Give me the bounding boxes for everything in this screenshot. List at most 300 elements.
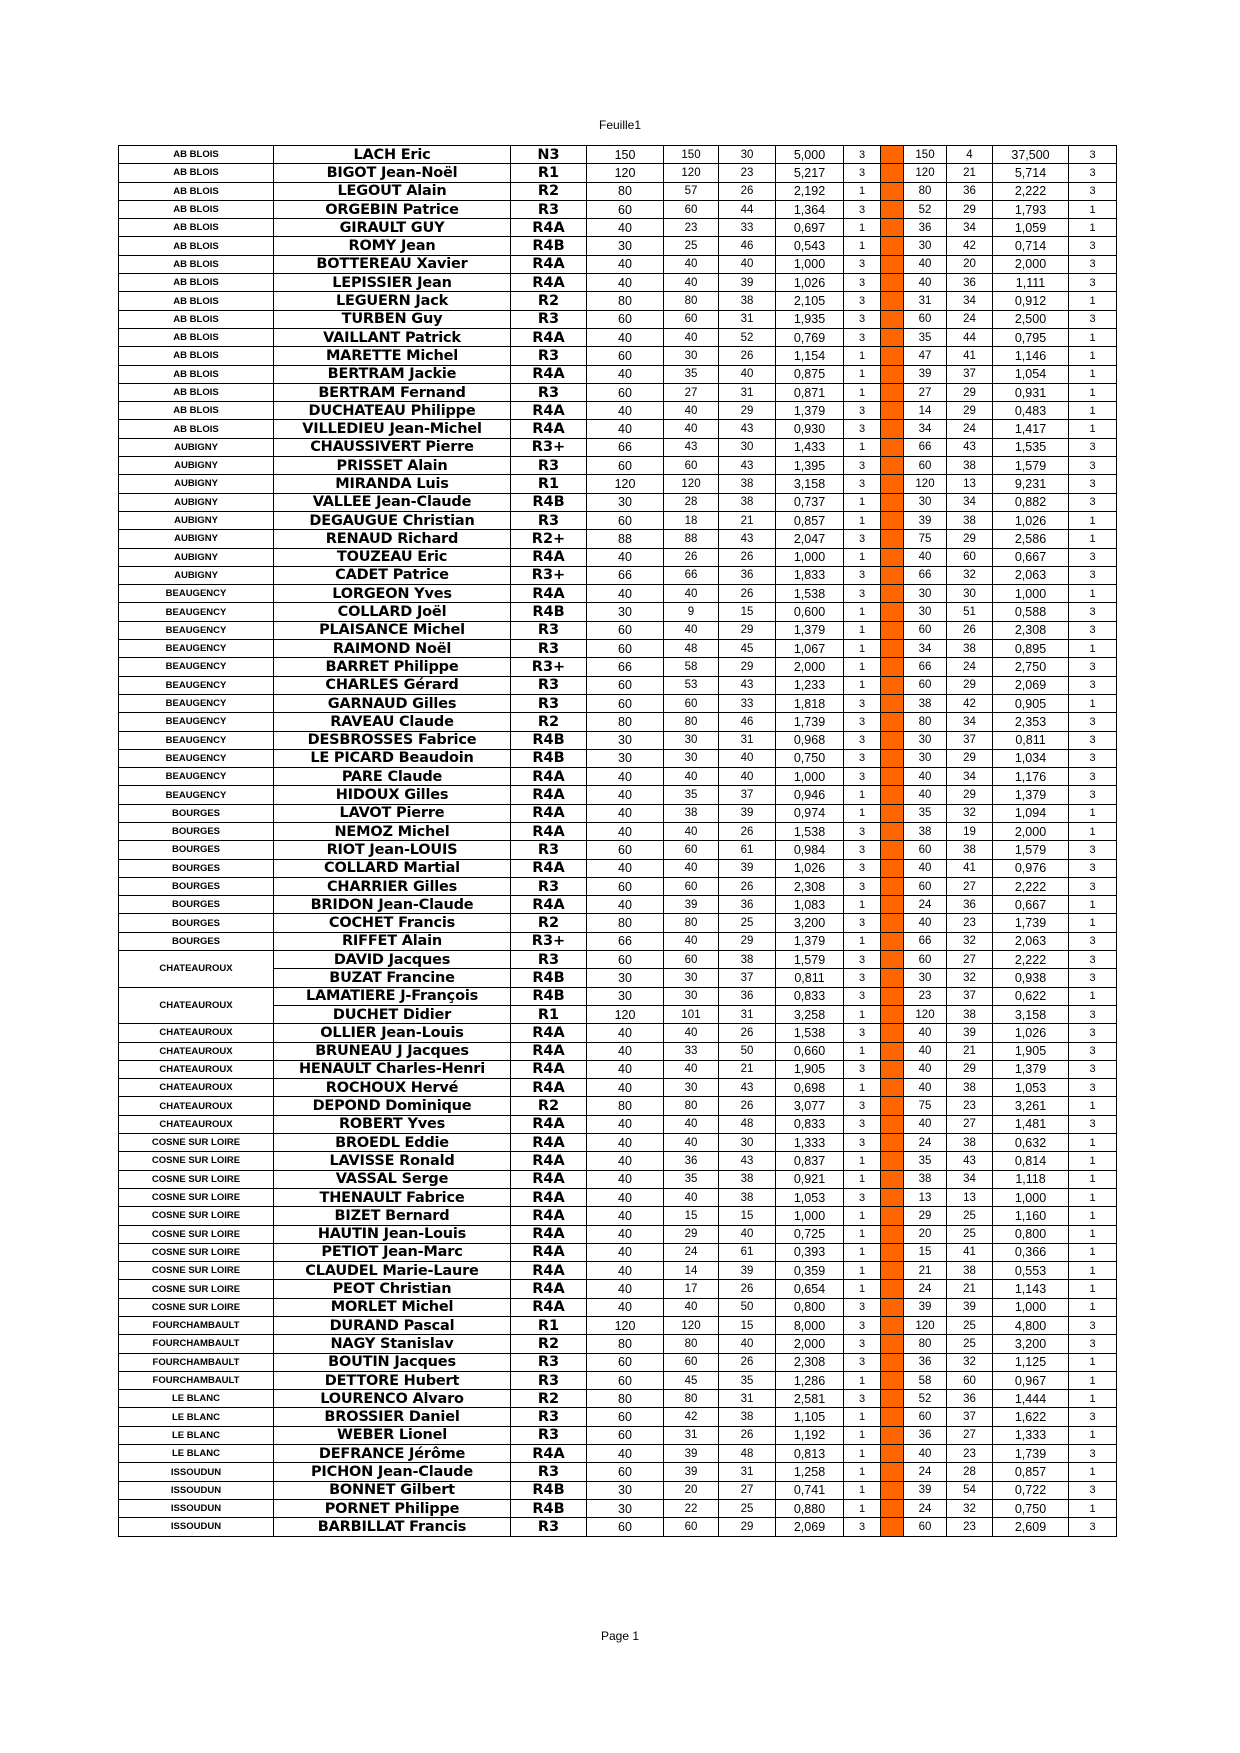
target-cell: 40: [587, 1188, 664, 1206]
target-cell: 30: [587, 969, 664, 987]
innings-cell: 38: [719, 292, 776, 310]
club-cell: AB BLOIS: [119, 383, 274, 401]
table-row: [119, 200, 1117, 218]
average-cell: 0,697: [776, 219, 844, 237]
average2-cell: 2,000: [993, 255, 1069, 273]
innings-cell: 36: [719, 896, 776, 914]
separator-cell: [881, 1134, 904, 1152]
points-cell: 29: [664, 1225, 719, 1243]
innings-cell: 39: [719, 274, 776, 292]
points-cell: 57: [664, 182, 719, 200]
table-row: [119, 310, 1117, 328]
table-row: [119, 694, 1117, 712]
average2-cell: 1,579: [993, 457, 1069, 475]
category-cell: R4B: [511, 1499, 587, 1517]
separator-cell: [881, 713, 904, 731]
category-cell: R1: [511, 1005, 587, 1023]
table-row: [119, 1298, 1117, 1316]
innings2-cell: 29: [947, 200, 993, 218]
separator-cell: [881, 182, 904, 200]
table-row: [119, 951, 1117, 969]
innings2-cell: 32: [947, 969, 993, 987]
table-row: [119, 731, 1117, 749]
player-name: LAMATIERE J-François: [274, 987, 511, 1005]
separator-cell: [881, 347, 904, 365]
category-cell: R4A: [511, 1134, 587, 1152]
club-cell: CHATEAUROUX: [119, 1097, 274, 1115]
club-cell: COSNE SUR LOIRE: [119, 1298, 274, 1316]
average-cell: 1,433: [776, 438, 844, 456]
points-cell: 80: [664, 1097, 719, 1115]
innings2-cell: 41: [947, 347, 993, 365]
average2-cell: 1,143: [993, 1280, 1069, 1298]
separator-cell: [881, 219, 904, 237]
points-cell: 39: [664, 896, 719, 914]
separator-cell: [881, 603, 904, 621]
average2-cell: 37,500: [993, 146, 1069, 164]
target-cell: 40: [587, 1152, 664, 1170]
average2-cell: 0,553: [993, 1262, 1069, 1280]
table-row: [119, 1499, 1117, 1517]
average2-cell: 0,811: [993, 731, 1069, 749]
points2-cell: 66: [904, 438, 947, 456]
target-cell: 30: [587, 493, 664, 511]
club-cell: CHATEAUROUX: [119, 1024, 274, 1042]
match-points-cell: 1: [844, 1371, 881, 1389]
player-name: DEPOND Dominique: [274, 1097, 511, 1115]
player-name: COCHET Francis: [274, 914, 511, 932]
separator-cell: [881, 1317, 904, 1335]
club-cell: CHATEAUROUX: [119, 1042, 274, 1060]
innings-cell: 21: [719, 1060, 776, 1078]
target-cell: 60: [587, 676, 664, 694]
match-points2-cell: 3: [1069, 255, 1117, 273]
points-cell: 30: [664, 969, 719, 987]
club-cell: AUBIGNY: [119, 511, 274, 529]
innings-cell: 26: [719, 1426, 776, 1444]
club-cell: FOURCHAMBAULT: [119, 1353, 274, 1371]
player-name: VALLEE Jean-Claude: [274, 493, 511, 511]
match-points2-cell: 3: [1069, 146, 1117, 164]
table-row: [119, 1188, 1117, 1206]
category-cell: R4A: [511, 585, 587, 603]
innings2-cell: 38: [947, 511, 993, 529]
player-name: THENAULT Fabrice: [274, 1188, 511, 1206]
category-cell: R4A: [511, 420, 587, 438]
separator-cell: [881, 914, 904, 932]
points-cell: 40: [664, 932, 719, 950]
player-name: MIRANDA Luis: [274, 475, 511, 493]
match-points-cell: 3: [844, 969, 881, 987]
match-points-cell: 3: [844, 274, 881, 292]
match-points2-cell: 1: [1069, 1353, 1117, 1371]
table-row: [119, 1262, 1117, 1280]
points-cell: 45: [664, 1371, 719, 1389]
match-points2-cell: 3: [1069, 1317, 1117, 1335]
separator-cell: [881, 1042, 904, 1060]
average2-cell: 0,667: [993, 548, 1069, 566]
player-name: COLLARD Martial: [274, 859, 511, 877]
innings-cell: 39: [719, 804, 776, 822]
match-points-cell: 3: [844, 566, 881, 584]
points2-cell: 40: [904, 1060, 947, 1078]
player-name: GARNAUD Gilles: [274, 694, 511, 712]
match-points2-cell: 3: [1069, 164, 1117, 182]
points-cell: 14: [664, 1262, 719, 1280]
target-cell: 40: [587, 1207, 664, 1225]
separator-cell: [881, 987, 904, 1005]
points-cell: 36: [664, 1152, 719, 1170]
category-cell: R4A: [511, 1042, 587, 1060]
innings-cell: 36: [719, 566, 776, 584]
average2-cell: 1,054: [993, 365, 1069, 383]
category-cell: R4A: [511, 1225, 587, 1243]
player-name: DETTORE Hubert: [274, 1371, 511, 1389]
points-cell: 150: [664, 146, 719, 164]
category-cell: R3: [511, 877, 587, 895]
average-cell: 1,818: [776, 694, 844, 712]
innings2-cell: 23: [947, 1518, 993, 1536]
average-cell: 1,258: [776, 1463, 844, 1481]
table-row: [119, 237, 1117, 255]
match-points2-cell: 1: [1069, 1463, 1117, 1481]
separator-cell: [881, 1243, 904, 1261]
points2-cell: 27: [904, 383, 947, 401]
match-points2-cell: 3: [1069, 731, 1117, 749]
innings2-cell: 24: [947, 310, 993, 328]
separator-cell: [881, 310, 904, 328]
match-points-cell: 1: [844, 1005, 881, 1023]
innings-cell: 26: [719, 347, 776, 365]
separator-cell: [881, 566, 904, 584]
match-points2-cell: 1: [1069, 640, 1117, 658]
category-cell: R4A: [511, 328, 587, 346]
average2-cell: 1,000: [993, 585, 1069, 603]
target-cell: 30: [587, 1499, 664, 1517]
average-cell: 2,308: [776, 1353, 844, 1371]
table-row: [119, 877, 1117, 895]
average2-cell: 1,026: [993, 511, 1069, 529]
match-points-cell: 3: [844, 1317, 881, 1335]
innings2-cell: 54: [947, 1481, 993, 1499]
match-points2-cell: 1: [1069, 804, 1117, 822]
player-name: LAVISSE Ronald: [274, 1152, 511, 1170]
match-points-cell: 1: [844, 1499, 881, 1517]
match-points-cell: 3: [844, 457, 881, 475]
player-name: CHARLES Gérard: [274, 676, 511, 694]
points2-cell: 15: [904, 1243, 947, 1261]
average-cell: 5,000: [776, 146, 844, 164]
club-cell: AB BLOIS: [119, 255, 274, 273]
points-cell: 26: [664, 548, 719, 566]
average-cell: 0,921: [776, 1170, 844, 1188]
points-cell: 24: [664, 1243, 719, 1261]
points-cell: 80: [664, 713, 719, 731]
page-footer: Page 1: [600, 1629, 640, 1643]
separator-cell: [881, 859, 904, 877]
average-cell: 0,871: [776, 383, 844, 401]
table-row: [119, 1115, 1117, 1133]
category-cell: R2: [511, 292, 587, 310]
innings2-cell: 43: [947, 438, 993, 456]
match-points-cell: 1: [844, 1243, 881, 1261]
average2-cell: 1,905: [993, 1042, 1069, 1060]
points2-cell: 40: [904, 1024, 947, 1042]
match-points-cell: 1: [844, 383, 881, 401]
player-name: PLAISANCE Michel: [274, 621, 511, 639]
match-points2-cell: 3: [1069, 786, 1117, 804]
category-cell: R2: [511, 1335, 587, 1353]
average2-cell: 0,800: [993, 1225, 1069, 1243]
category-cell: R4A: [511, 219, 587, 237]
category-cell: R3: [511, 841, 587, 859]
separator-cell: [881, 804, 904, 822]
player-name: TURBEN Guy: [274, 310, 511, 328]
club-cell: AB BLOIS: [119, 420, 274, 438]
points-cell: 40: [664, 768, 719, 786]
points2-cell: 39: [904, 1298, 947, 1316]
table-row: [119, 530, 1117, 548]
average2-cell: 0,857: [993, 1463, 1069, 1481]
table-row: [119, 1079, 1117, 1097]
match-points-cell: 1: [844, 1170, 881, 1188]
innings-cell: 31: [719, 383, 776, 401]
innings-cell: 27: [719, 1481, 776, 1499]
separator-cell: [881, 1262, 904, 1280]
average-cell: 2,581: [776, 1390, 844, 1408]
table-row: [119, 328, 1117, 346]
target-cell: 30: [587, 1481, 664, 1499]
innings2-cell: 38: [947, 1134, 993, 1152]
match-points-cell: 1: [844, 1481, 881, 1499]
innings2-cell: 38: [947, 1262, 993, 1280]
match-points-cell: 1: [844, 676, 881, 694]
points-cell: 35: [664, 365, 719, 383]
innings-cell: 40: [719, 1335, 776, 1353]
target-cell: 60: [587, 1408, 664, 1426]
club-cell: BOURGES: [119, 822, 274, 840]
match-points2-cell: 3: [1069, 457, 1117, 475]
average-cell: 5,217: [776, 164, 844, 182]
club-cell: LE BLANC: [119, 1390, 274, 1408]
player-name: OLLIER Jean-Louis: [274, 1024, 511, 1042]
points2-cell: 34: [904, 640, 947, 658]
points2-cell: 58: [904, 1371, 947, 1389]
player-name: RAVEAU Claude: [274, 713, 511, 731]
player-name: GIRAULT GUY: [274, 219, 511, 237]
club-cell: AB BLOIS: [119, 219, 274, 237]
average2-cell: 0,483: [993, 402, 1069, 420]
points2-cell: 20: [904, 1225, 947, 1243]
average2-cell: 0,976: [993, 859, 1069, 877]
average-cell: 0,968: [776, 731, 844, 749]
points-cell: 60: [664, 841, 719, 859]
club-cell: COSNE SUR LOIRE: [119, 1207, 274, 1225]
match-points2-cell: 3: [1069, 1005, 1117, 1023]
points-cell: 22: [664, 1499, 719, 1517]
category-cell: R4A: [511, 1060, 587, 1078]
points2-cell: 35: [904, 1152, 947, 1170]
club-cell: AB BLOIS: [119, 182, 274, 200]
club-cell: BOURGES: [119, 877, 274, 895]
innings2-cell: 60: [947, 548, 993, 566]
category-cell: R3: [511, 310, 587, 328]
match-points2-cell: 3: [1069, 438, 1117, 456]
average2-cell: 0,795: [993, 328, 1069, 346]
target-cell: 40: [587, 804, 664, 822]
target-cell: 120: [587, 1317, 664, 1335]
target-cell: 40: [587, 1280, 664, 1298]
points-cell: 40: [664, 585, 719, 603]
points-cell: 88: [664, 530, 719, 548]
match-points2-cell: 3: [1069, 310, 1117, 328]
average2-cell: 0,967: [993, 1371, 1069, 1389]
target-cell: 40: [587, 274, 664, 292]
innings2-cell: 34: [947, 713, 993, 731]
points2-cell: 14: [904, 402, 947, 420]
separator-cell: [881, 1298, 904, 1316]
player-name: PETIOT Jean-Marc: [274, 1243, 511, 1261]
points-cell: 60: [664, 200, 719, 218]
table-row: [119, 987, 1117, 1005]
table-row: [119, 164, 1117, 182]
match-points-cell: 1: [844, 932, 881, 950]
player-name: PRISSET Alain: [274, 457, 511, 475]
table-row: [119, 1097, 1117, 1115]
target-cell: 40: [587, 822, 664, 840]
match-points2-cell: 1: [1069, 347, 1117, 365]
average2-cell: 0,667: [993, 896, 1069, 914]
points-cell: 17: [664, 1280, 719, 1298]
average-cell: 1,333: [776, 1134, 844, 1152]
average-cell: 0,769: [776, 328, 844, 346]
average-cell: 0,660: [776, 1042, 844, 1060]
innings2-cell: 29: [947, 530, 993, 548]
match-points-cell: 3: [844, 200, 881, 218]
table-row: [119, 1024, 1117, 1042]
match-points2-cell: 1: [1069, 365, 1117, 383]
target-cell: 30: [587, 603, 664, 621]
average2-cell: 1,481: [993, 1115, 1069, 1133]
match-points-cell: 1: [844, 1408, 881, 1426]
category-cell: R4A: [511, 274, 587, 292]
target-cell: 40: [587, 896, 664, 914]
average2-cell: 1,111: [993, 274, 1069, 292]
points-cell: 120: [664, 475, 719, 493]
innings2-cell: 38: [947, 1005, 993, 1023]
innings2-cell: 34: [947, 1170, 993, 1188]
separator-cell: [881, 1499, 904, 1517]
separator-cell: [881, 640, 904, 658]
separator-cell: [881, 1481, 904, 1499]
match-points2-cell: 3: [1069, 877, 1117, 895]
club-cell: BOURGES: [119, 914, 274, 932]
average2-cell: 0,714: [993, 237, 1069, 255]
club-cell: COSNE SUR LOIRE: [119, 1152, 274, 1170]
innings-cell: 15: [719, 1317, 776, 1335]
points-cell: 60: [664, 457, 719, 475]
average2-cell: 1,793: [993, 200, 1069, 218]
points2-cell: 60: [904, 951, 947, 969]
target-cell: 40: [587, 365, 664, 383]
target-cell: 60: [587, 1463, 664, 1481]
separator-cell: [881, 1445, 904, 1463]
points2-cell: 40: [904, 768, 947, 786]
innings2-cell: 13: [947, 1188, 993, 1206]
match-points2-cell: 1: [1069, 1188, 1117, 1206]
match-points-cell: 1: [844, 1463, 881, 1481]
target-cell: 40: [587, 1115, 664, 1133]
match-points-cell: 3: [844, 292, 881, 310]
points2-cell: 24: [904, 896, 947, 914]
innings-cell: 40: [719, 749, 776, 767]
club-cell: COSNE SUR LOIRE: [119, 1188, 274, 1206]
match-points2-cell: 3: [1069, 1445, 1117, 1463]
match-points-cell: 3: [844, 1188, 881, 1206]
points-cell: 40: [664, 822, 719, 840]
club-cell: AB BLOIS: [119, 347, 274, 365]
target-cell: 60: [587, 200, 664, 218]
match-points2-cell: 1: [1069, 1097, 1117, 1115]
match-points2-cell: 1: [1069, 328, 1117, 346]
category-cell: R3: [511, 951, 587, 969]
average-cell: 2,105: [776, 292, 844, 310]
separator-cell: [881, 1207, 904, 1225]
innings2-cell: 32: [947, 804, 993, 822]
average-cell: 0,750: [776, 749, 844, 767]
match-points2-cell: 1: [1069, 1243, 1117, 1261]
average2-cell: 2,063: [993, 932, 1069, 950]
innings-cell: 43: [719, 1079, 776, 1097]
target-cell: 66: [587, 438, 664, 456]
club-cell: BEAUGENCY: [119, 621, 274, 639]
match-points2-cell: 3: [1069, 1518, 1117, 1536]
average-cell: 0,393: [776, 1243, 844, 1261]
match-points2-cell: 3: [1069, 932, 1117, 950]
average-cell: 0,833: [776, 987, 844, 1005]
category-cell: R3: [511, 640, 587, 658]
category-cell: R4A: [511, 365, 587, 383]
innings-cell: 35: [719, 1371, 776, 1389]
average-cell: 1,154: [776, 347, 844, 365]
table-row: [119, 420, 1117, 438]
match-points2-cell: 3: [1069, 548, 1117, 566]
table-row: [119, 1152, 1117, 1170]
match-points-cell: 3: [844, 1115, 881, 1133]
club-cell: BOURGES: [119, 841, 274, 859]
category-cell: R3: [511, 1371, 587, 1389]
player-name: DUCHET Didier: [274, 1005, 511, 1023]
category-cell: R3: [511, 1426, 587, 1444]
category-cell: R2: [511, 1097, 587, 1115]
average-cell: 0,984: [776, 841, 844, 859]
points-cell: 20: [664, 1481, 719, 1499]
innings-cell: 46: [719, 237, 776, 255]
innings-cell: 40: [719, 768, 776, 786]
average2-cell: 1,579: [993, 841, 1069, 859]
points-cell: 40: [664, 328, 719, 346]
match-points2-cell: 3: [1069, 1024, 1117, 1042]
table-row: [119, 493, 1117, 511]
table-row: [119, 1445, 1117, 1463]
target-cell: 40: [587, 768, 664, 786]
points2-cell: 60: [904, 310, 947, 328]
innings-cell: 31: [719, 1463, 776, 1481]
category-cell: R4A: [511, 1152, 587, 1170]
match-points-cell: 1: [844, 896, 881, 914]
points-cell: 101: [664, 1005, 719, 1023]
match-points2-cell: 3: [1069, 658, 1117, 676]
